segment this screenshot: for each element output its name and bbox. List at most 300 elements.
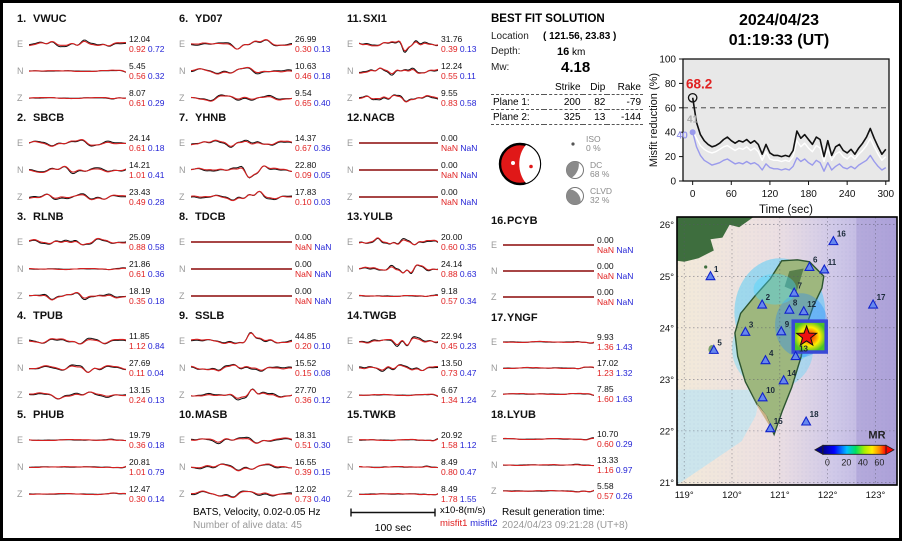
amplitude-value: 24.14 (129, 132, 151, 143)
channel-values (438, 88, 487, 108)
misfit1-legend: misfit1 (440, 518, 468, 529)
channel-letter: Z (179, 389, 185, 400)
channel-row-sslb-z (179, 381, 341, 408)
amplitude-value: 6.67 (441, 384, 458, 395)
channel-values (438, 457, 487, 477)
channel-letter: E (179, 38, 186, 49)
misfit2-value: 0.29 (147, 97, 165, 108)
channel-letter: Z (179, 290, 185, 301)
misfit2-value: NaN (460, 196, 478, 207)
station-block-masb (179, 409, 341, 508)
channel-row-vwuc-z (17, 84, 175, 111)
misfit1-value: NaN (441, 196, 459, 207)
channel-row-sxi1-n (347, 57, 487, 84)
amplitude-value: 12.04 (129, 33, 151, 44)
misfit1-value: 0.88 (129, 241, 146, 252)
misfit1-value: 0.80 (441, 466, 458, 477)
misfit1-value: 0.88 (441, 268, 458, 279)
iso-icon (565, 136, 581, 152)
station-title: 7. YHNB (179, 112, 227, 124)
svg-text:9: 9 (784, 319, 790, 329)
channel-row-masb-e (179, 426, 341, 453)
svg-text:13: 13 (799, 344, 809, 354)
misfit2-value: NaN (616, 271, 634, 281)
amplitude-value: 20.92 (441, 429, 463, 440)
misfit1-value: 1.01 (129, 466, 146, 477)
iso-item (565, 131, 612, 157)
waveform-plot (359, 256, 438, 282)
amplitude-value: 0.00 (597, 287, 614, 297)
svg-text:12: 12 (807, 299, 817, 309)
amplitude-value: 0.00 (441, 159, 458, 170)
result-label: Result generation time: (502, 507, 605, 518)
amplitude-value: 23.43 (129, 186, 151, 197)
misfit2-value: 0.03 (313, 196, 331, 207)
amplitude-value: 21.86 (129, 258, 151, 269)
channel-row-masb-z (179, 480, 341, 507)
station-block-twgb (347, 310, 487, 409)
misfit2-value: 0.36 (147, 268, 165, 279)
misfit1-value: 0.11 (129, 367, 145, 378)
iso-label: ISO (586, 133, 601, 144)
misfit1-value: NaN (441, 142, 459, 153)
channel-letter: N (347, 461, 354, 472)
clvd-label: CLVD (590, 185, 613, 196)
waveform-column-2 (179, 13, 341, 508)
misfit2-value: NaN (314, 295, 332, 306)
svg-text:5: 5 (717, 338, 722, 348)
misfit1-value: 0.83 (441, 97, 458, 108)
nodal-planes-table (491, 80, 643, 125)
waveform-plot (29, 157, 126, 183)
channel-row-phub-e (17, 426, 175, 453)
amplitude-value: 22.94 (441, 330, 463, 341)
station-block-rlnb (17, 211, 175, 310)
channel-letter: Z (347, 92, 353, 103)
amplitude-value: 13.50 (441, 357, 463, 368)
station-title: 8. TDCB (179, 211, 226, 223)
misfit1-value: 1.12 (129, 340, 146, 351)
misfit1-value: 1.36 (597, 342, 614, 352)
channel-row-pcyb-n (491, 258, 643, 284)
misfit1-value: 0.30 (129, 493, 146, 504)
channel-values (438, 286, 487, 306)
misfit2-value: 0.18 (147, 142, 165, 153)
misfit2-value: 0.13 (459, 43, 477, 54)
misfit-chart-svg (647, 49, 902, 221)
waveform-plot (359, 184, 438, 210)
channel-letter: Z (491, 486, 497, 496)
misfit1-value: 0.73 (295, 493, 312, 504)
channel-values (292, 61, 341, 81)
misfit2-value: 0.15 (313, 466, 331, 477)
channel-letter: E (491, 434, 498, 444)
amplitude-value: 0.00 (295, 258, 312, 269)
misfit1-value: 0.60 (441, 241, 458, 252)
svg-text:41: 41 (687, 114, 699, 126)
iso-pct: 0 % (586, 143, 601, 153)
misfit1-value: 0.24 (129, 394, 146, 405)
location-row (491, 31, 651, 42)
misfit1-value: NaN (597, 297, 615, 307)
waveform-plot (191, 31, 292, 57)
svg-text:11: 11 (827, 258, 837, 268)
misfit1-value: 0.36 (129, 439, 146, 450)
amplitude-value: 5.45 (129, 60, 146, 71)
waveform-plot (503, 329, 594, 355)
misfit1-value: NaN (295, 268, 313, 279)
channel-row-yd07-n (179, 57, 341, 84)
svg-text:240: 240 (838, 189, 856, 200)
channel-values (126, 358, 175, 378)
dc-pct: 68 % (590, 169, 610, 179)
amplitude-value: 7.85 (597, 384, 614, 394)
svg-text:0: 0 (689, 189, 696, 200)
svg-text:Misfit reduction (%): Misfit reduction (%) (648, 72, 660, 168)
amplitude-value: 0.00 (597, 261, 614, 271)
svg-text:10: 10 (766, 385, 776, 395)
channel-row-tpub-z (17, 381, 175, 408)
channel-row-vwuc-n (17, 57, 175, 84)
station-title: 18.LYUB (491, 409, 536, 421)
channel-values (594, 332, 643, 352)
amplitude-value: 14.21 (129, 159, 151, 170)
station-block-tpub (17, 310, 175, 409)
station-block-twkb (347, 409, 487, 508)
channel-letter: Z (179, 92, 185, 103)
waveform-plot (359, 157, 438, 183)
misfit2-value: 0.35 (459, 241, 477, 252)
svg-text:122°: 122° (817, 490, 838, 501)
dc-icon (565, 160, 585, 180)
misfit1-value: 0.73 (441, 367, 458, 378)
station-block-phub (17, 409, 175, 508)
waveform-plot (191, 355, 292, 381)
amplitude-value: 31.76 (441, 33, 463, 44)
waveform-column-3 (347, 13, 487, 508)
misfit2-value: 0.26 (615, 491, 633, 501)
misfit2-value: 0.97 (615, 465, 633, 475)
channel-row-yulb-z (347, 282, 487, 309)
svg-text:1: 1 (713, 264, 719, 274)
svg-text:60: 60 (874, 457, 885, 468)
map-svg (653, 211, 902, 511)
station-title: 10.MASB (179, 409, 228, 421)
scalebar-label: 100 sec (374, 522, 412, 534)
misfit1-value: 1.16 (597, 465, 614, 475)
mw-value: 4.18 (561, 59, 591, 76)
channel-letter: N (17, 164, 24, 175)
amplitude-value: 5.58 (597, 481, 614, 491)
channel-row-rlnb-e (17, 228, 175, 255)
col-rake: Rake (617, 81, 641, 93)
depth-label: Depth: (491, 46, 521, 57)
station-block-vwuc (17, 13, 175, 112)
depth-unit: km (572, 47, 586, 58)
channel-row-yhnb-n (179, 156, 341, 183)
amplitude-value: 8.49 (441, 456, 458, 467)
waveform-plot (191, 157, 292, 183)
waveform-plot (359, 283, 438, 309)
channel-letter: E (347, 434, 354, 445)
channel-letter: E (179, 335, 186, 346)
waveform-plot (359, 355, 438, 381)
amplitude-value: 0.00 (295, 231, 312, 242)
band-text: BATS, Velocity, 0.02-0.05 Hz (193, 507, 321, 518)
waveform-plot (359, 31, 438, 57)
channel-row-tpub-n (17, 354, 175, 381)
channel-letter: N (17, 461, 24, 472)
misfit2-value: 0.41 (147, 169, 165, 180)
misfit2-value: 1.43 (615, 342, 633, 352)
station-block-sslb (179, 310, 341, 409)
channel-row-yngf-n (491, 355, 643, 381)
misfit2-value: 0.23 (459, 340, 477, 351)
waveform-plot (29, 31, 126, 57)
svg-text:40: 40 (676, 130, 688, 142)
dc-label: DC (590, 159, 603, 170)
channel-row-yulb-e (347, 228, 487, 255)
channel-letter: N (491, 460, 498, 470)
svg-text:80: 80 (664, 78, 676, 90)
waveform-plot (359, 328, 438, 354)
channel-values (126, 187, 175, 207)
channel-row-twkb-n (347, 453, 487, 480)
svg-text:2: 2 (765, 293, 771, 303)
channel-letter: N (347, 164, 354, 175)
station-block-nacb (347, 112, 487, 211)
best-fit-panel (491, 13, 651, 209)
channel-values (594, 287, 643, 307)
channel-values (126, 160, 175, 180)
amplitude-value: 26.99 (295, 33, 317, 44)
channel-values (438, 331, 487, 351)
misfit2-value: 1.12 (459, 439, 477, 450)
misfit1-value: 0.92 (129, 43, 146, 54)
waveform-plot (29, 454, 126, 480)
station-title: 13.YULB (347, 211, 393, 223)
waveform-plot (191, 328, 292, 354)
svg-text:121°: 121° (769, 490, 790, 501)
svg-text:120°: 120° (722, 490, 742, 501)
waveform-plot (191, 382, 292, 408)
waveform-plot (29, 256, 126, 282)
misfit1-value: 0.61 (129, 142, 146, 153)
waveform-plot (191, 427, 292, 453)
svg-text:25°: 25° (659, 271, 674, 283)
waveform-plot (29, 328, 126, 354)
station-title: 5. PHUB (17, 409, 65, 421)
channel-letter: Z (17, 488, 23, 499)
mw-label: Mw: (491, 62, 510, 73)
channel-values (126, 286, 175, 306)
waveform-plot (191, 229, 292, 255)
channel-letter: Z (347, 488, 353, 499)
channel-row-sbcb-n (17, 156, 175, 183)
result-time: 2024/04/23 09:21:28 (UT+8) (502, 520, 628, 531)
channel-values (438, 232, 487, 252)
channel-row-sxi1-e (347, 30, 487, 57)
misfit2-value: 0.08 (313, 367, 331, 378)
misfit2-value: 0.34 (459, 295, 477, 306)
channel-values (438, 187, 487, 207)
channel-row-sbcb-e (17, 129, 175, 156)
svg-text:0: 0 (824, 457, 830, 468)
event-datetime (659, 11, 899, 51)
mr-colorbar (823, 445, 886, 454)
misfit2-value: 0.18 (147, 295, 165, 306)
waveform-plot (503, 426, 594, 452)
channel-values (292, 160, 341, 180)
clvd-item (565, 183, 612, 209)
channel-letter: E (179, 236, 186, 247)
channel-values (438, 358, 487, 378)
misfit1-value: 0.09 (295, 169, 312, 180)
misfit2-value: 0.10 (313, 340, 331, 351)
channel-letter: E (17, 38, 24, 49)
misfit2-value: 1.24 (459, 394, 477, 405)
channel-values (292, 232, 341, 252)
channel-values (292, 385, 341, 405)
misfit2-value: 0.18 (147, 439, 165, 450)
waveform-plot (191, 256, 292, 282)
amplitude-value: 12.02 (295, 483, 317, 494)
amplitude-value: 17.02 (597, 358, 619, 368)
channel-values (594, 358, 643, 378)
waveform-plot (191, 481, 292, 507)
waveform-plot (29, 481, 126, 507)
misfit1-value: NaN (295, 295, 313, 306)
channel-letter: E (491, 337, 498, 347)
amplitude-value: 0.00 (441, 186, 458, 197)
waveform-plot (359, 130, 438, 156)
channel-row-tpub-e (17, 327, 175, 354)
svg-text:3: 3 (748, 320, 754, 330)
channel-row-yhnb-e (179, 129, 341, 156)
channel-letter: Z (491, 389, 497, 399)
misfit1-value: 0.30 (295, 43, 312, 54)
channel-values (292, 133, 341, 153)
misfit-reduction-chart (647, 49, 902, 226)
misfit1-value: 0.46 (295, 70, 312, 81)
amplitude-value: 27.69 (129, 357, 151, 368)
channel-letter: Z (347, 290, 353, 301)
misfit2-value: NaN (460, 142, 478, 153)
channel-row-sbcb-z (17, 183, 175, 210)
channel-values (292, 484, 341, 504)
misfit1-value: 0.55 (441, 70, 458, 81)
misfit2-value: 0.11 (459, 70, 476, 81)
units-legend (440, 504, 498, 530)
station-title: 2. SBCB (17, 112, 65, 124)
mw-row (491, 59, 651, 76)
station-title: 16.PCYB (491, 215, 538, 227)
station-block-sxi1 (347, 13, 487, 112)
channel-values (292, 457, 341, 477)
channel-row-yd07-e (179, 30, 341, 57)
misfit2-value: 0.79 (147, 466, 165, 477)
alive-count: Number of alive data: 45 (193, 520, 302, 531)
svg-text:18: 18 (809, 410, 819, 420)
svg-text:60: 60 (664, 103, 676, 115)
misfit1-value: 0.65 (295, 97, 312, 108)
channel-values (126, 133, 175, 153)
misfit1-value: 0.10 (295, 196, 312, 207)
misfit2-value: 0.30 (313, 439, 331, 450)
channel-values (126, 259, 175, 279)
misfit2-value: 0.05 (313, 169, 331, 180)
amplitude-value: 16.55 (295, 456, 317, 467)
waveform-column-4 (491, 215, 643, 506)
plane1-row: Plane 1: 200 82 -79 (493, 96, 641, 108)
channel-values (594, 261, 643, 281)
svg-text:40: 40 (857, 457, 868, 468)
waveform-plot (359, 382, 438, 408)
waveform-plot (191, 130, 292, 156)
channel-letter: E (347, 335, 354, 346)
amplitude-value: 22.80 (295, 159, 317, 170)
channel-values (438, 61, 487, 81)
focal-mechanism-beachball (497, 141, 543, 187)
svg-text:6: 6 (812, 255, 818, 265)
misfit1-value: 1.60 (597, 394, 614, 404)
misfit2-value: 0.63 (459, 268, 477, 279)
svg-text:14: 14 (787, 368, 797, 378)
misfit2-legend: misfit2 (470, 518, 498, 529)
misfit1-value: 0.51 (295, 439, 312, 450)
channel-letter: N (179, 65, 186, 76)
waveform-plot (359, 85, 438, 111)
waveform-plot (503, 232, 594, 258)
channel-row-nacb-e (347, 129, 487, 156)
waveform-plot (29, 427, 126, 453)
misfit1-value: 1.78 (441, 493, 458, 504)
waveform-plot (191, 283, 292, 309)
amplitude-value: 9.18 (441, 285, 458, 296)
station-title: 15.TWKB (347, 409, 396, 421)
channel-values (438, 133, 487, 153)
waveform-plot (191, 85, 292, 111)
amplitude-value: 12.24 (441, 60, 463, 71)
station-map (653, 211, 902, 516)
channel-letter: E (347, 236, 354, 247)
svg-text:123°: 123° (865, 490, 886, 501)
col-strike: Strike (554, 81, 581, 93)
station-title: 9. SSLB (179, 310, 225, 322)
dc-item (565, 157, 612, 183)
waveform-column-1 (17, 13, 175, 508)
channel-letter: E (17, 335, 24, 346)
channel-letter: N (179, 164, 186, 175)
svg-text:8: 8 (792, 298, 798, 308)
misfit1-value: 0.39 (295, 466, 312, 477)
station-block-pcyb (491, 215, 643, 312)
channel-letter: E (347, 137, 354, 148)
misfit2-value: 0.12 (313, 394, 331, 405)
svg-text:22°: 22° (659, 426, 674, 438)
event-date: 2024/04/23 (738, 12, 820, 29)
svg-text:MR: MR (868, 429, 886, 442)
misfit2-value: 0.47 (459, 466, 477, 477)
plane2-row: Plane 2: 325 13 -144 (493, 111, 641, 123)
misfit1-value: 0.56 (129, 70, 146, 81)
channel-values (594, 429, 643, 449)
channel-row-tdcb-e (179, 228, 341, 255)
amplitude-value: 14.37 (295, 132, 317, 143)
svg-text:23°: 23° (659, 374, 674, 386)
amplitude-value: 10.63 (295, 60, 317, 71)
waveform-plot (29, 58, 126, 84)
